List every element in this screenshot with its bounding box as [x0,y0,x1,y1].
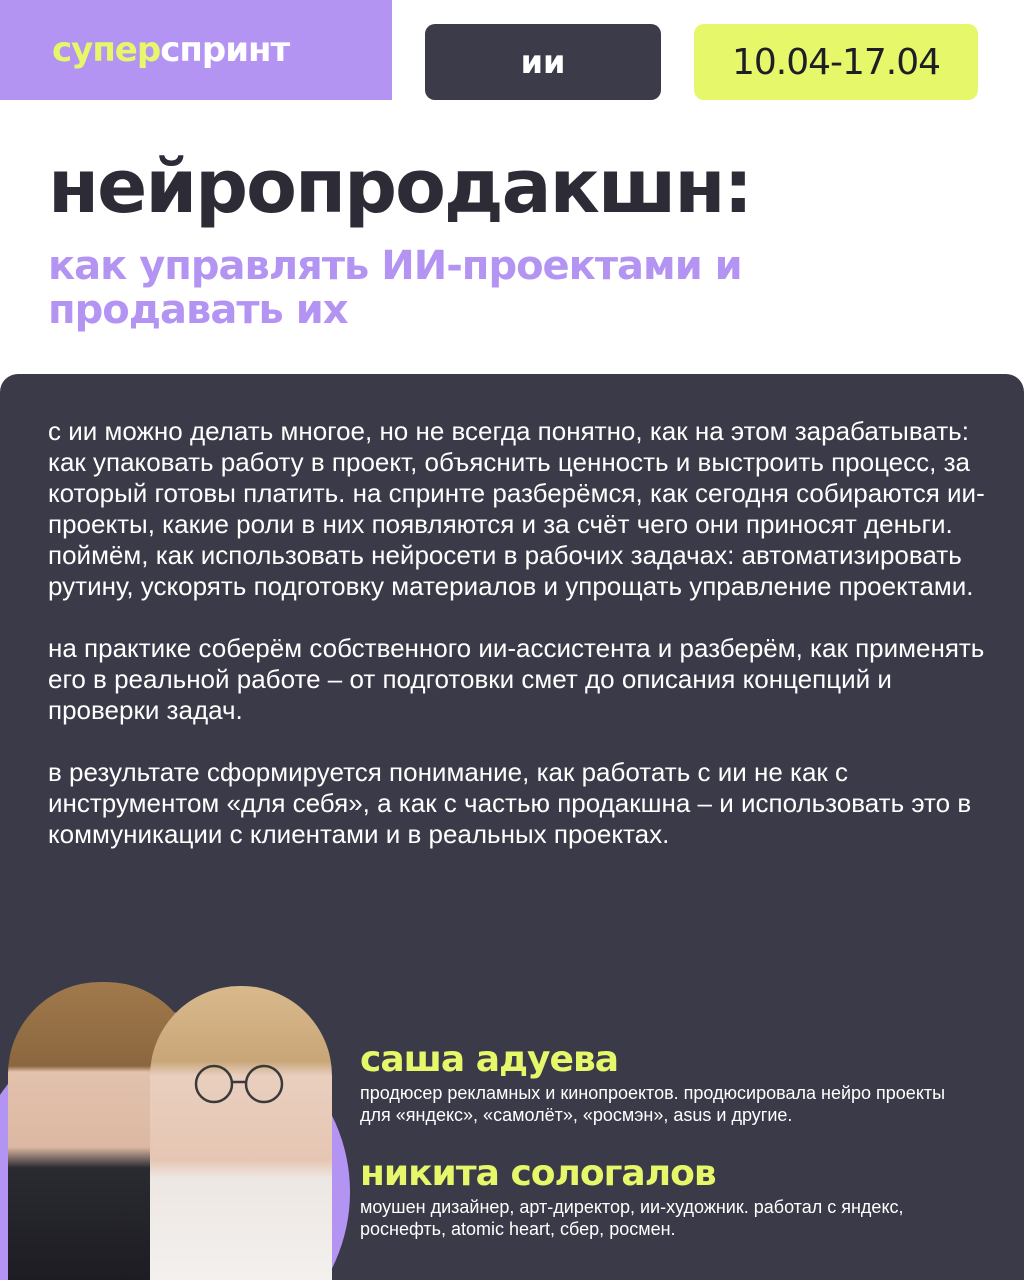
page-subtitle: как управлять ИИ-проектами и продавать их [48,243,742,333]
speaker-name-2: никита сологалов [360,1153,716,1194]
glasses-icon [190,1062,290,1106]
topic-badge: ии [425,24,661,100]
speaker-desc-2: моушен дизайнер, арт-директор, ии-художник. работал с яндекс, роснефть, atomic heart, сбер, росмен. [360,1197,904,1239]
speaker-photo-2 [150,986,332,1280]
paragraph-2: на практике соберём собственного ии-ассистента и разберём, как применять его в реальной работе – от подготовки смет до описания концепций и проверки задач. [48,633,985,725]
paragraph-3: в результате сформируется понимание, как работать с ии не как с инструментом «для себя», а как с частью продакшна – и использовать это в коммуникации с клиентами и в реальных проектах. [48,757,972,849]
page-title: нейропродакшн: [48,144,752,230]
brand-part2: спринт [160,30,290,70]
description-card [0,374,1024,1280]
speaker-desc-1: продюсер рекламных и кинопроектов. продюсировала нейро проекты для «яндекс», «самолёт», «росмэн», asus и другие. [360,1083,946,1125]
brand-badge [0,0,392,100]
date-badge: 10.04-17.04 [694,24,978,100]
speaker-name-1: саша адуева [360,1039,619,1080]
brand-part1: супер [52,30,161,70]
paragraph-1: с ии можно делать многое, но не всегда понятно, как на этом зарабатывать: как упаковать работу в проект, объяснить ценность и выстроить процесс, за который готовы платить. на спринте разберёмся, как сегодня собираются ии-проекты, какие роли в них появляются и за счёт чего они приносят деньги. поймём, как использовать нейросети в рабочих задачах: автоматизировать рутину, ускорять подготовку материалов и упрощать управление проектами. [48,416,985,601]
description-text [48,416,988,881]
